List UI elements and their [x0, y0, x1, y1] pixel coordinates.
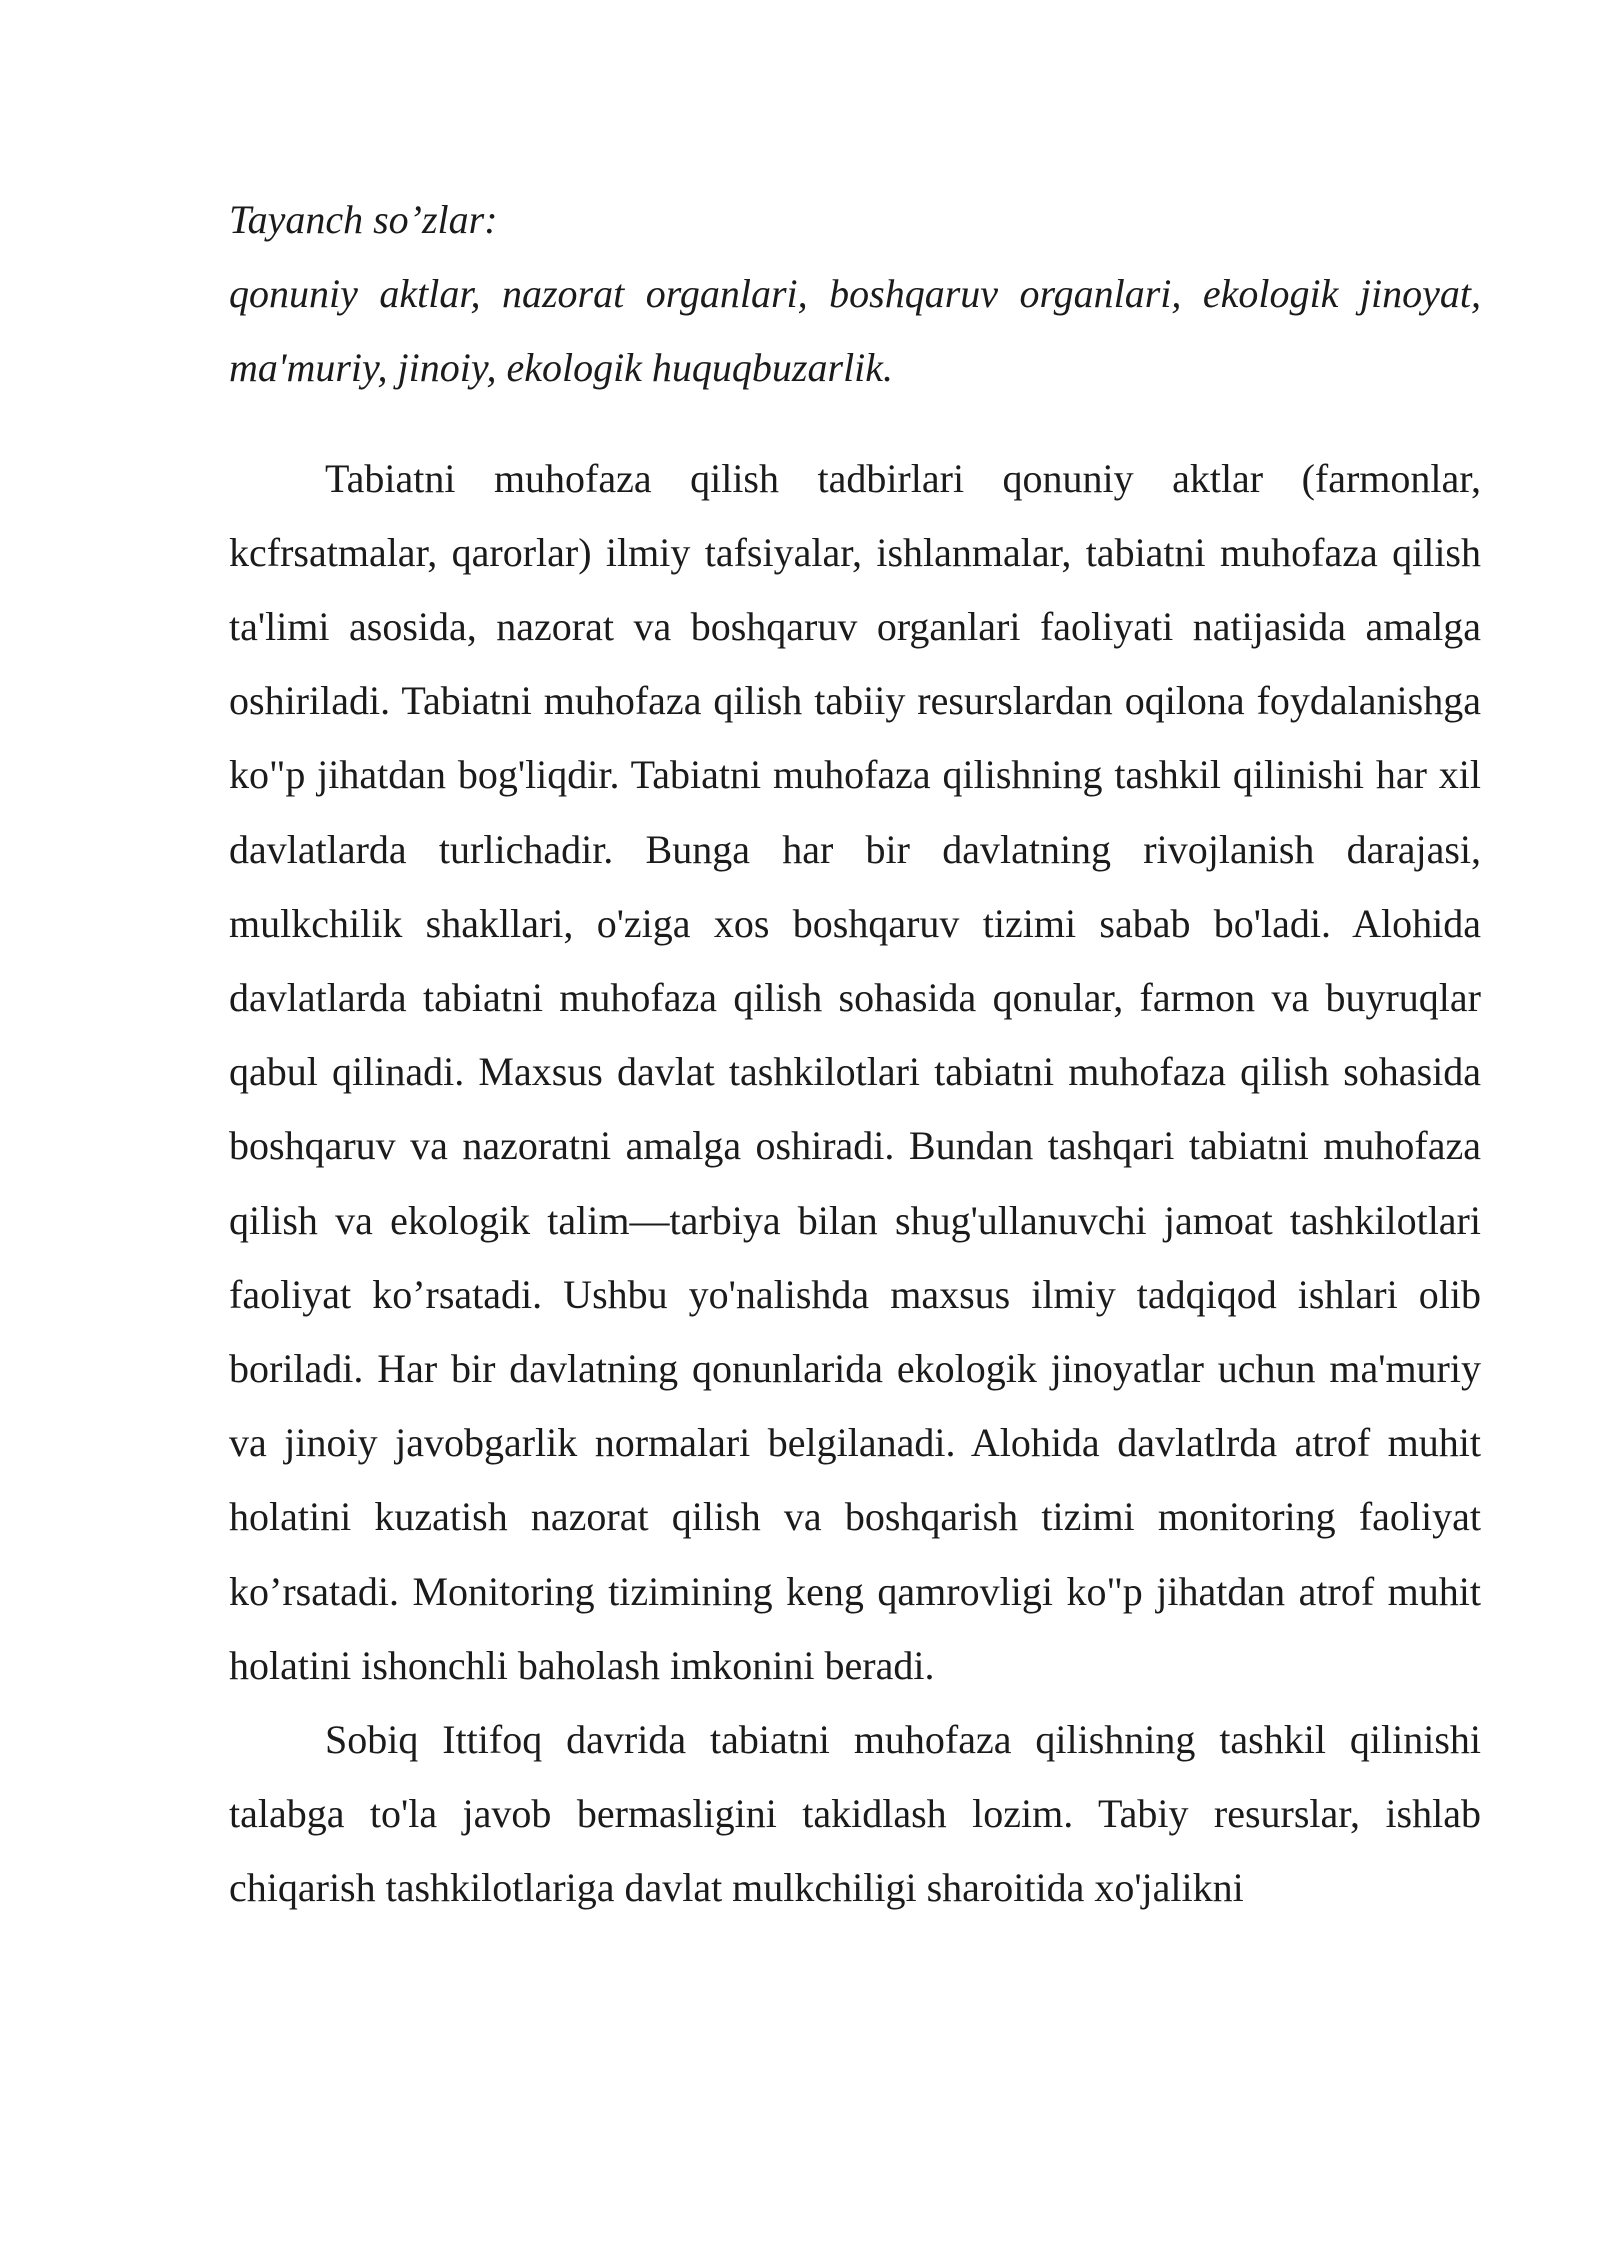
- body-paragraph: Sobiq Ittifoq davrida tabiatni muhofaza qilishning tashkil qilinishi talabga to'la javob bermasligini takidlash lozim. Tabiy resurslar, ishlab chiqarish tashkilotlariga davlat mulkchiligi sharoitida xo'jalikni: [229, 1717, 1481, 1911]
- keywords-list: qonuniy aktlar, nazorat organlari, boshqaruv organlari, ekologik jinoyat, ma'muriy, jinoiy, ekologik huquqbuzarlik.: [229, 271, 1481, 391]
- keywords-heading: Tayanch so’zlar:: [229, 197, 498, 242]
- body-paragraph: Tabiatni muhofaza qilish tadbirlari qonuniy aktlar (farmonlar, kcfrsatmalar, qarorlar) ilmiy tafsiyalar, ishlanmalar, tabiatni muhofaza qilish ta'limi asosida, nazorat va boshqaruv organlari faoliyati natijasida amalga oshiriladi. Tabiatni muhofaza qilish tabiiy resurslardan oqilona foydalanishga ko"p jihatdan bog'liqdir. Tabiatni muhofaza qilishning tashkil qilinishi har xil davlatlarda turlichadir. Bunga har bir davlatning rivojlanish darajasi, mulkchilik shakllari, o'ziga xos boshqaruv tizimi sabab bo'ladi. Alohida davlatlarda tabiatni muhofaza qilish sohasida qonular, farmon va buyruqlar qabul qilinadi. Maxsus davlat tashkilotlari tabiatni muhofaza qilish sohasida boshqaruv va nazoratni amalga oshiradi. Bundan tashqari tabiatni muhofaza qilish va ekologik talim—tarbiya bilan shug'ullanuvchi jamoat tashkilotlari faoliyat ko’rsatadi. Ushbu yo'nalishda maxsus ilmiy tadqiqod ishlari olib boriladi. Har bir davlatning qonunlarida ekologik jinoyatlar uchun ma'muriy va jinoiy javobgarlik normalari belgilanadi. Alohida davlatlrda atrof muhit holatini kuzatish nazorat qilish va boshqarish tizimi monitoring faoliyat ko’rsatadi. Monitoring tizimining keng qamrovligi ko"p jihatdan atrof muhit holatini ishonchli baholash imkonini beradi.: [229, 455, 1481, 1688]
- page-content: [229, 183, 1481, 1926]
